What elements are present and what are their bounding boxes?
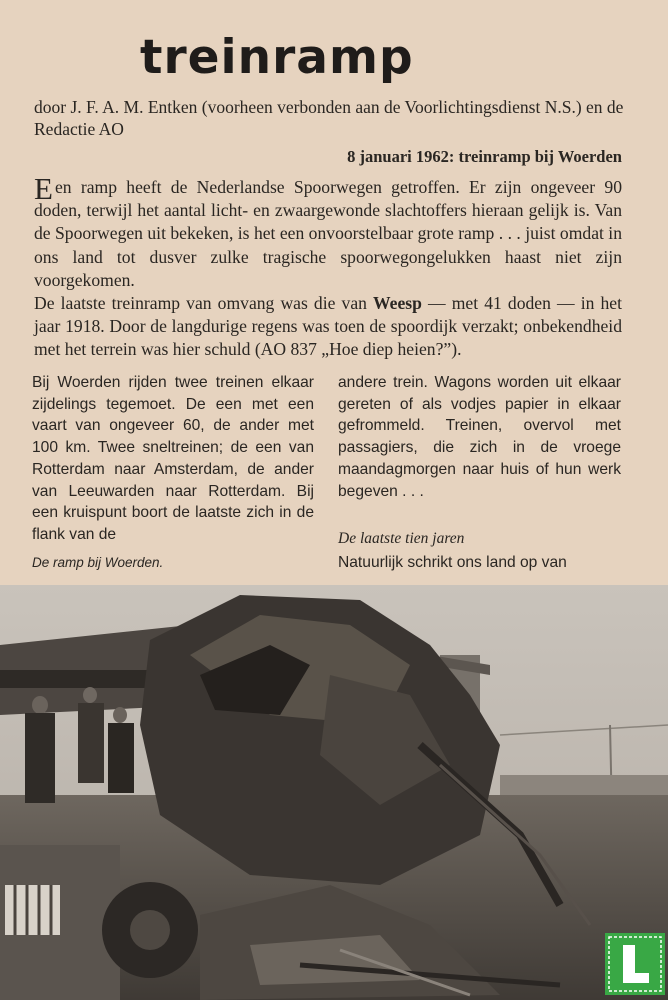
column-right-text: andere trein. Wagons worden uit elkaar gereten of als vodjes papier in elkaar gefrommeld. Treinen, overvol met passagiers, die zich in de vroege maandagmorgen naar huis of hun werk begeven . . . <box>338 374 621 500</box>
column-right <box>338 372 621 502</box>
intro-p2-start: De laatste treinramp van omvang was die van <box>34 293 374 314</box>
intro-text <box>34 171 622 362</box>
column-right-continuation: Natuurlijk schrikt ons land op van <box>338 554 567 571</box>
place-name-weesp: Weesp <box>373 293 422 314</box>
intro-paragraph-1 <box>34 171 622 292</box>
photo-caption: De ramp bij Woerden. <box>32 555 164 570</box>
drop-cap: E <box>34 171 53 206</box>
subheading: De laatste tien jaren <box>338 530 465 547</box>
article-title: treinramp <box>140 30 414 85</box>
green-l-logo <box>605 933 665 995</box>
train-wreck-photo <box>0 585 668 1000</box>
column-left <box>32 372 314 546</box>
intro-p2-end: — met 41 doden — in het jaar 1918. Door de langdurige regens was toen de spoordijk verzakt; onbekendheid met het terrein was hier schuld (AO 837 „Hoe diep heien?”). <box>34 293 622 360</box>
dateline: 8 januari 1962: treinramp bij Woerden <box>347 147 622 166</box>
column-left-text: Bij Woerden rijden twee treinen elkaar zijdelings tegemoet. De een met een vaart van ongeveer 60, de ander met 100 km. Twee sneltreinen; de een van Rotterdam naar Amsterdam, de ander van Leeuwarden naar Rotterdam. Bij een kruispunt boort de laatste zich in de flank van de <box>32 374 314 543</box>
byline: door J. F. A. M. Entken (voorheen verbonden aan de Voorlichtingsdienst N.S.) en de Redactie AO <box>34 97 624 139</box>
intro-paragraph-1-text: en ramp heeft de Nederlandse Spoorwegen getroffen. Er zijn ongeveer 90 doden, terwijl het aantal licht- en zwaargewonde slachtoffers hieraan gelijk is. Van de Spoorwegen uit bekeken, is het een onvoorstelbaar grote ramp . . . juist omdat in ons land tot dusver zulke tragische spoorwegongelukken haast niet zijn voorgekomen. <box>34 177 622 290</box>
intro-paragraph-2 <box>34 292 622 362</box>
